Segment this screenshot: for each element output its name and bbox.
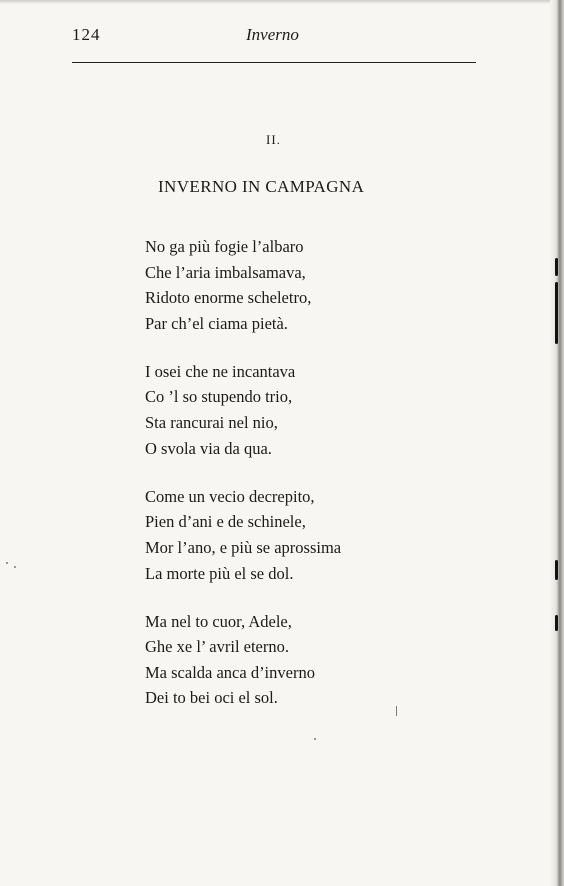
verse: I osei che ne incantava xyxy=(145,361,296,381)
verse: Dei to bei oci el sol. xyxy=(145,688,278,708)
stanza-1 xyxy=(145,234,341,336)
verse: Che l’aria imbalsamava, xyxy=(145,262,306,282)
running-title: Inverno xyxy=(246,25,299,44)
page-number: 124 xyxy=(72,25,101,44)
verse: Ghe xe l’ avril eterno. xyxy=(145,637,290,657)
header-rule xyxy=(72,62,476,63)
verse: O svola via da qua. xyxy=(145,438,272,458)
poem-title: INVERNO IN CAMPAGNA xyxy=(158,177,365,196)
stanza-3 xyxy=(145,484,341,586)
verse: Come un vecio decrepito, xyxy=(145,486,315,506)
verse: Sta rancurai nel nio, xyxy=(145,413,278,433)
edge-mark xyxy=(555,258,558,276)
verse: Mor l’ano, e più se aprossima xyxy=(145,537,342,557)
stanza-2 xyxy=(145,359,341,461)
paper-speck xyxy=(314,738,316,740)
stanza-4 xyxy=(145,609,341,711)
edge-mark xyxy=(555,560,558,580)
paper-speck xyxy=(14,566,16,568)
paper-speck xyxy=(6,562,8,564)
verse: Co ’l so stupendo trio, xyxy=(145,387,293,407)
verse: Ma scalda anca d’inverno xyxy=(145,662,315,682)
verse: Par ch’el ciama pietà. xyxy=(145,313,288,333)
edge-mark xyxy=(555,282,558,344)
verse: La morte più el se dol. xyxy=(145,563,294,583)
paper-speck xyxy=(396,706,397,716)
verse: Ma nel to cuor, Adele, xyxy=(145,611,292,631)
verse: Ridoto enorme scheletro, xyxy=(145,288,312,308)
section-number: II. xyxy=(266,132,281,147)
verse: Pien d’ani e de schinele, xyxy=(145,512,306,532)
poem-body xyxy=(145,234,341,734)
page-right-edge xyxy=(550,0,564,886)
verse: No ga più fogie l’albaro xyxy=(145,237,304,256)
edge-mark xyxy=(555,615,558,631)
page-top-edge xyxy=(0,0,564,4)
